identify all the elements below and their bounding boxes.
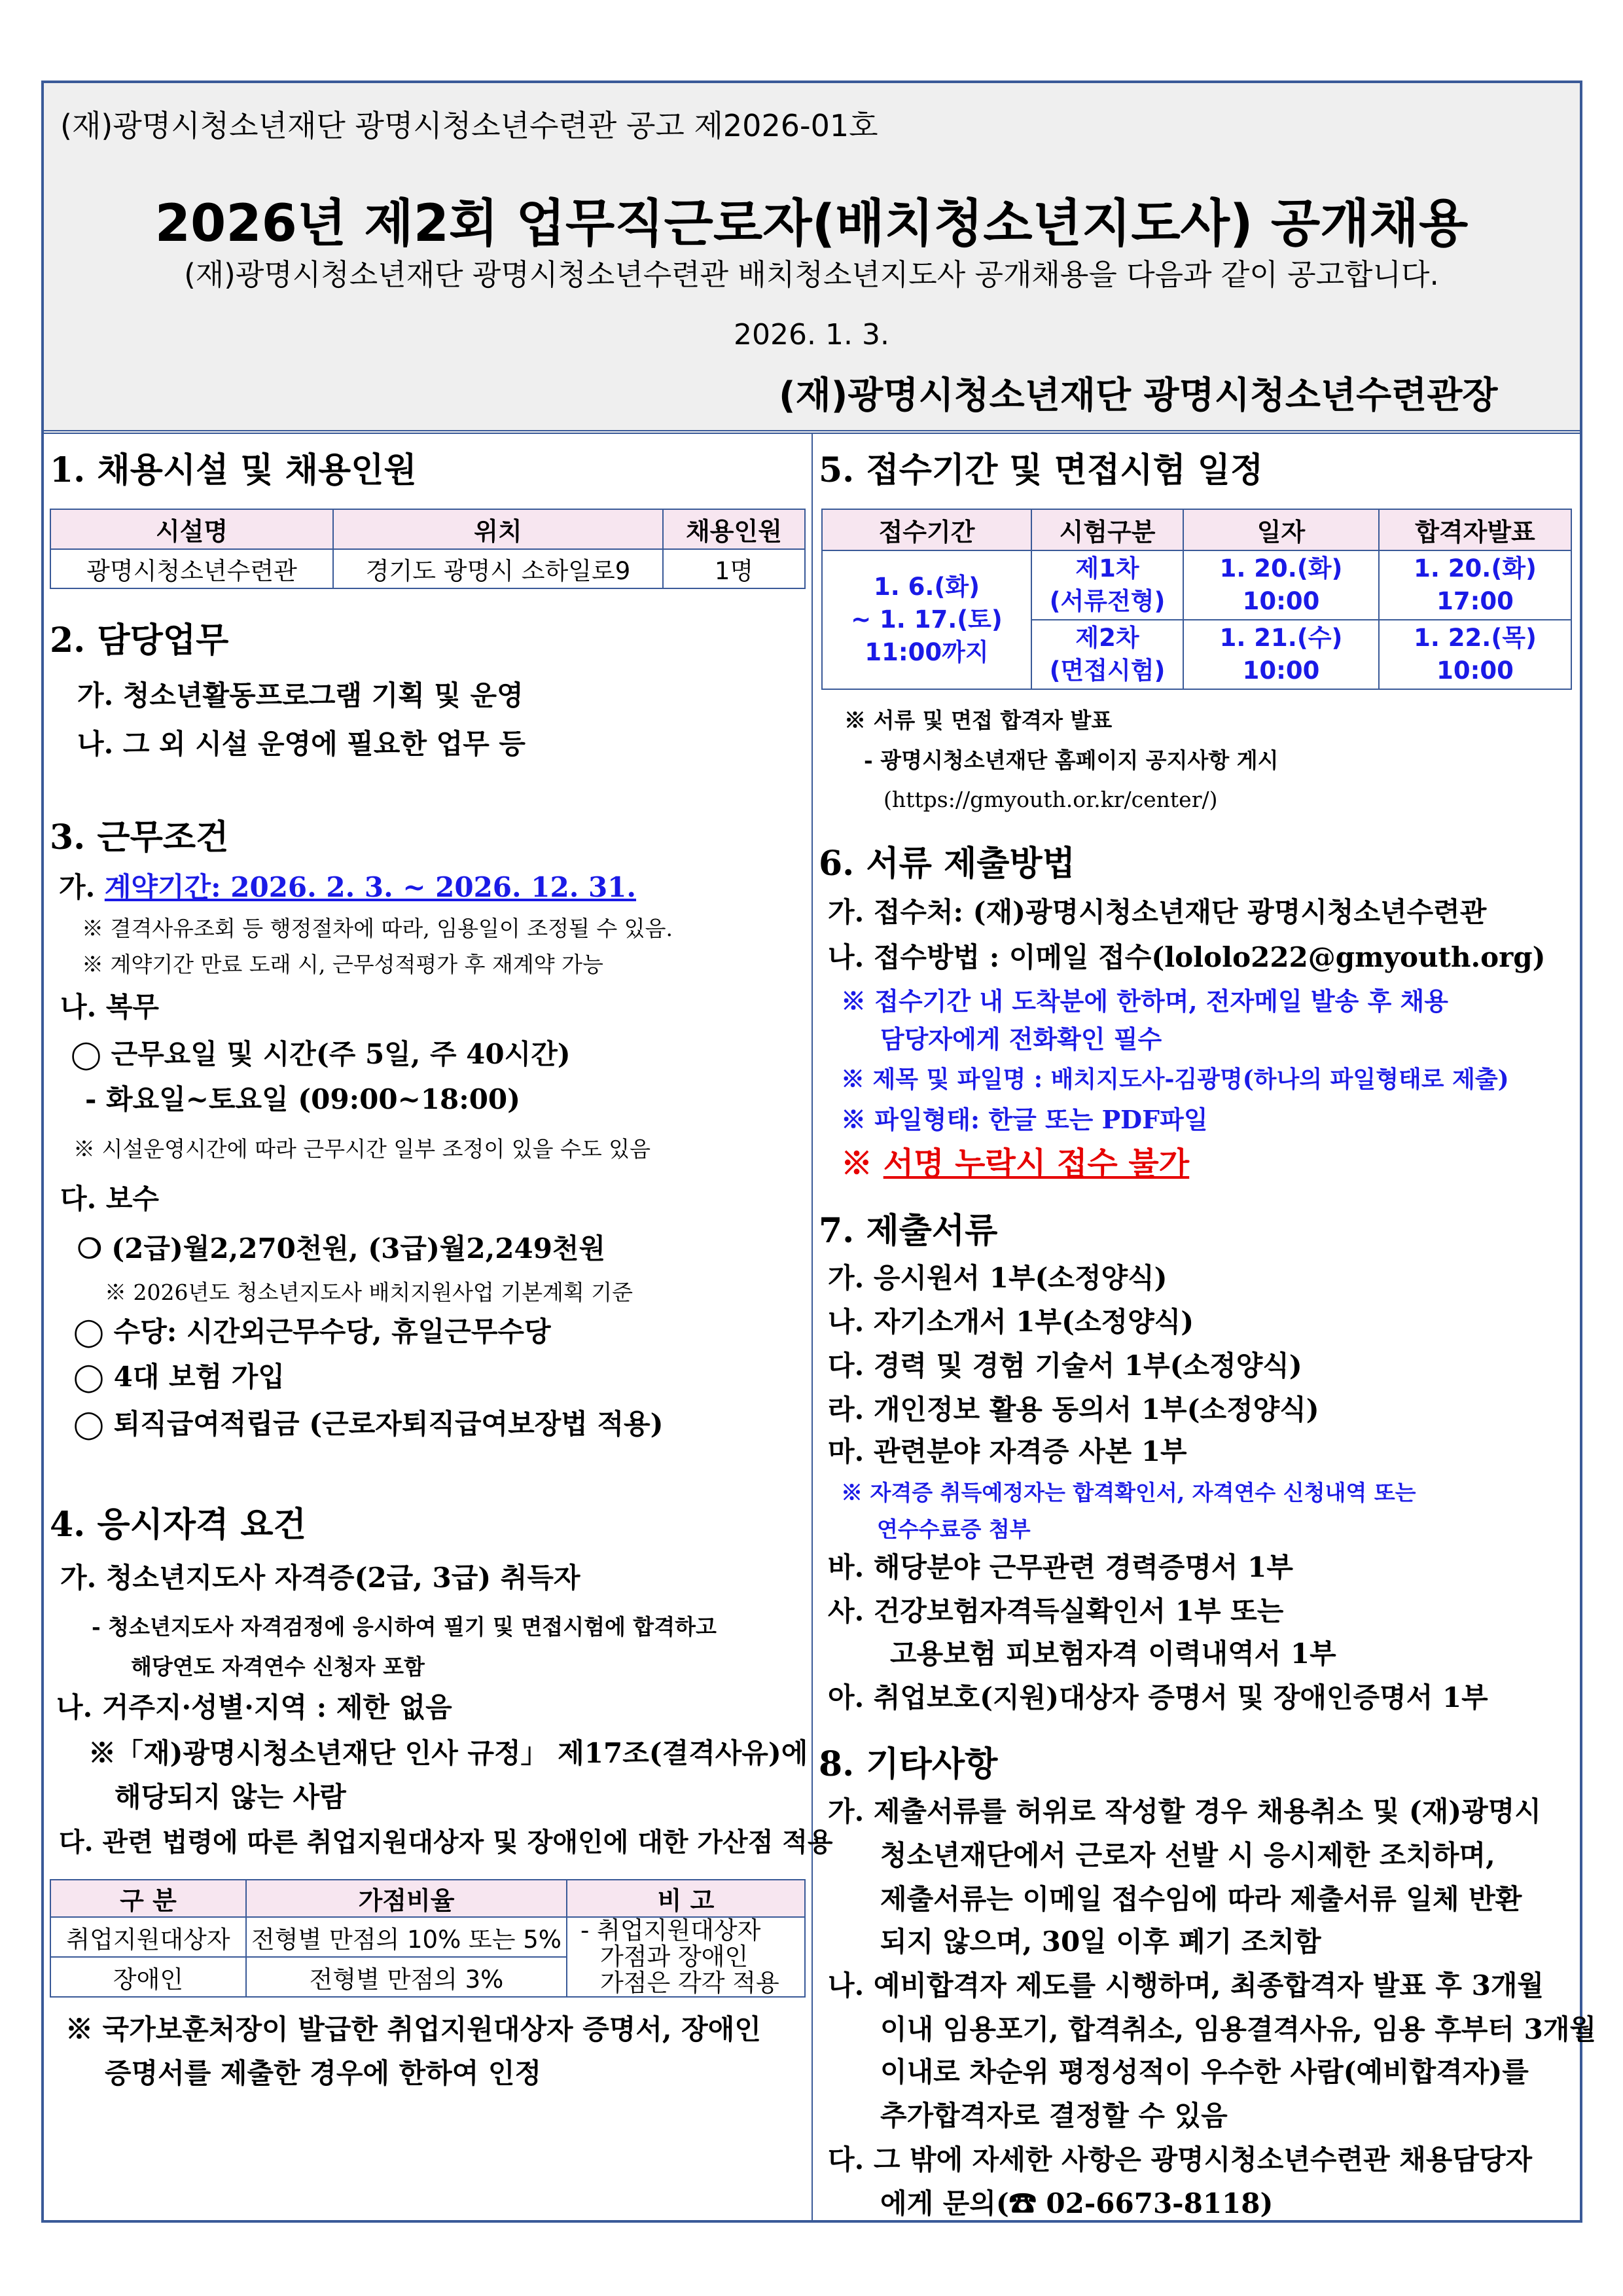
cell-result — [1379, 620, 1571, 689]
exam-type: (면접시험) — [1049, 656, 1166, 685]
section-7-title: 7. 제출서류 — [819, 1211, 998, 1251]
signature-warning: 서명 누락시 접수 불가 — [883, 1145, 1190, 1182]
document-item: 라. 개인정보 활용 동의서 1부(소정양식) — [828, 1393, 1319, 1426]
date: 1. 20.(화) — [1219, 554, 1343, 583]
period-line: 11:00까지 — [865, 638, 989, 666]
th-date: 일자 — [1183, 509, 1379, 550]
section-4-title: 4. 응시자격 요건 — [50, 1505, 306, 1545]
cell-result — [1379, 550, 1571, 620]
contract-period: 계약기간: 2026. 2. 3. ~ 2026. 12. 31. — [104, 871, 637, 903]
remark-line: 가점은 각각 적용 — [600, 1969, 779, 1997]
misc-line: 다. 그 밖에 자세한 사항은 광명시청소년수련관 채용담당자 — [828, 2144, 1533, 2176]
work-days: ◯ 근무요일 및 시간(주 5일, 주 40시간) — [71, 1038, 571, 1070]
allowance: ◯ 수당: 시간외근무수당, 휴일근무수당 — [73, 1316, 551, 1348]
misc-line: 추가합격자로 결정할 수 있음 — [880, 2100, 1228, 2132]
cell-exam-type — [1031, 620, 1183, 689]
note: ※ 접수기간 내 도착분에 한하며, 전자메일 발송 후 채용 — [841, 986, 1448, 1016]
section-1-title: 1. 채용시설 및 채용인원 — [50, 450, 417, 490]
th-remark: 비 고 — [567, 1880, 805, 1917]
subtitle: (재)광명시청소년재단 광명시청소년수련관 배치청소년지도사 공개채용을 다음과 같이 공고합니다. — [184, 257, 1439, 292]
cell-remark — [567, 1917, 805, 1997]
remark-line: 가점과 장애인 — [600, 1943, 749, 1971]
section-2-title: 2. 담당업무 — [50, 620, 229, 660]
document-item: 가. 응시원서 1부(소정양식) — [828, 1262, 1168, 1294]
document-item: 사. 건강보험자격득실확인서 1부 또는 — [828, 1595, 1284, 1627]
retirement: ◯ 퇴직급여적립금 (근로자퇴직급여보장법 적용) — [73, 1408, 664, 1440]
duty-item: 나. 그 외 시설 운영에 필요한 업무 등 — [77, 728, 526, 760]
notice-number: (재)광명시청소년재단 광명시청소년수련관 공고 제2026-01호 — [60, 108, 878, 143]
exam-type: 제1차 — [1075, 554, 1139, 583]
bonus-points: 다. 관련 법령에 따른 취업지원대상자 및 장애인에 대한 가산점 적용 — [59, 1827, 833, 1857]
date: 1. 21.(수) — [1219, 624, 1343, 652]
residence: 나. 거주지·성별·지역 : 제한 없음 — [56, 1691, 452, 1723]
misc-line: 제출서류는 이메일 접수임에 따라 제출서류 일체 반환 — [880, 1883, 1522, 1915]
cell-category: 장애인 — [50, 1957, 246, 1997]
qualification-detail: 해당연도 자격연수 신청자 포함 — [131, 1654, 425, 1679]
facility-table — [50, 509, 806, 589]
cell-date — [1183, 620, 1379, 689]
misc-line: 나. 예비합격자 제도를 시행하며, 최종합격자 발표 후 3개월 — [828, 1969, 1544, 2001]
note: ※ 시설운영시간에 따라 근무시간 일부 조정이 있을 수도 있음 — [73, 1136, 651, 1162]
subheading: 나. 복무 — [60, 991, 159, 1023]
document-item: 고용보험 피보험자격 이력내역서 1부 — [890, 1638, 1336, 1670]
time: 10:00 — [1436, 656, 1514, 685]
misc-line: 되지 않으며, 30일 이후 폐기 조치함 — [880, 1926, 1321, 1958]
time: 10:00 — [1242, 656, 1320, 685]
section-8-title: 8. 기타사항 — [819, 1744, 998, 1784]
period-line: 1. 6.(화) — [873, 573, 980, 601]
note: ※ 계약기간 만료 도래 시, 근무성적평가 후 재계약 가능 — [82, 952, 603, 977]
time: 10:00 — [1242, 587, 1320, 615]
th-exam-type: 시험구분 — [1031, 509, 1183, 550]
cell-location: 경기도 광명시 소하일로9 — [333, 549, 663, 588]
bonus-table — [50, 1879, 806, 1998]
note-mark: ※ — [841, 1145, 883, 1182]
note: 담당자에게 전화확인 필수 — [880, 1024, 1162, 1054]
section-5-title: 5. 접수기간 및 면접시험 일정 — [819, 450, 1264, 490]
th-facility: 시설명 — [50, 509, 333, 549]
proof-note: 증명서를 제출한 경우에 한하여 인정 — [105, 2057, 542, 2089]
cell-period — [822, 550, 1031, 689]
th-result: 합격자발표 — [1379, 509, 1571, 550]
page-title: 2026년 제2회 업무직근로자(배치청소년지도사) 공개채용 — [154, 194, 1469, 253]
section-3-title: 3. 근무조건 — [50, 817, 229, 857]
reception-method: 나. 접수방법 : 이메일 접수(lololo222@gmyouth.org) — [828, 941, 1546, 973]
cell-headcount: 1명 — [663, 549, 805, 588]
time: 17:00 — [1436, 587, 1514, 615]
section-6-title: 6. 서류 제출방법 — [819, 844, 1075, 884]
note: ※ 결격사유조회 등 행정절차에 따라, 임용일이 조정될 수 있음. — [82, 916, 673, 941]
schedule-table — [821, 509, 1572, 690]
th-period: 접수기간 — [822, 509, 1031, 550]
period-line: ~ 1. 17.(토) — [851, 605, 1003, 634]
qualification-detail: - 청소년지도사 자격검정에 응시하여 필기 및 면접시험에 합격하고 — [92, 1614, 717, 1640]
note: 연수수료증 첨부 — [877, 1516, 1031, 1542]
remark-line: - 취업지원대상자 — [580, 1916, 761, 1945]
document-item: 나. 자기소개서 1부(소정양식) — [828, 1306, 1194, 1338]
issuer: (재)광명시청소년재단 광명시청소년수련관장 — [779, 374, 1498, 417]
contact-phone: 에게 문의(☎ 02-6673-8118) — [880, 2187, 1274, 2219]
misc-line: 가. 제출서류를 허위로 작성할 경우 채용취소 및 (재)광명시 — [828, 1795, 1541, 1827]
exam-type: (서류전형) — [1049, 587, 1166, 615]
document-item: 아. 취업보호(지원)대상자 증명서 및 장애인증명서 1부 — [828, 1681, 1488, 1713]
exam-type: 제2차 — [1075, 624, 1139, 652]
note: ※ 제목 및 파일명 : 배치지도사-김광명(하나의 파일형태로 제출) — [841, 1066, 1509, 1093]
insurance: ◯ 4대 보험 가입 — [73, 1361, 285, 1393]
work-hours: - 화요일~토요일 (09:00~18:00) — [85, 1083, 521, 1115]
regulation-note: ※「재)광명시청소년재단 인사 규정」 제17조(결격사유)에 — [88, 1737, 808, 1769]
misc-line: 이내 임용포기, 합격취소, 임용결격사유, 임용 후부터 3개월 — [880, 2013, 1596, 2045]
regulation-note: 해당되지 않는 사람 — [115, 1781, 346, 1813]
proof-note: ※ 국가보훈처장이 발급한 취업지원대상자 증명서, 장애인 — [65, 2013, 761, 2045]
note: ※ 2026년도 청소년지도사 배치지원사업 기본계획 기준 — [105, 1280, 633, 1305]
cell-facility: 광명시청소년수련관 — [50, 549, 333, 588]
document-item: 마. 관련분야 자격증 사본 1부 — [828, 1435, 1187, 1467]
th-headcount: 채용인원 — [663, 509, 805, 549]
qualification: 가. 청소년지도사 자격증(2급, 3급) 취득자 — [60, 1562, 580, 1594]
misc-line: 청소년재단에서 근로자 선발 시 응시제한 조치하며, — [880, 1839, 1495, 1871]
column-divider — [812, 434, 813, 2220]
cell-ratio: 전형별 만점의 3% — [246, 1957, 567, 1997]
note: ※ 자격증 취득예정자는 합격확인서, 자격연수 신청내역 또는 — [841, 1480, 1416, 1505]
item-prefix: 가. — [59, 871, 105, 903]
duty-item: 가. 청소년활동프로그램 기획 및 운영 — [77, 679, 524, 711]
homepage-link[interactable]: (https://gmyouth.or.kr/center/) — [883, 787, 1218, 812]
note: ※ 서류 및 면접 합격자 발표 — [844, 708, 1113, 733]
subheading: 다. 보수 — [60, 1183, 159, 1215]
notice-date: 2026. 1. 3. — [734, 318, 889, 351]
document-item: 다. 경력 및 경험 기술서 1부(소정양식) — [828, 1350, 1302, 1382]
cell-category: 취업지원대상자 — [50, 1917, 246, 1957]
reception-place: 가. 접수처: (재)광명시청소년재단 광명시청소년수련관 — [828, 896, 1487, 928]
salary: ❍ (2급)월2,270천원, (3급)월2,249천원 — [77, 1232, 606, 1265]
th-location: 위치 — [333, 509, 663, 549]
cell-exam-type — [1031, 550, 1183, 620]
misc-line: 이내로 차순위 평정성적이 우수한 사람(예비합격자)를 — [880, 2056, 1529, 2088]
document-item: 바. 해당분야 근무관련 경력증명서 1부 — [828, 1551, 1293, 1583]
cell-ratio: 전형별 만점의 10% 또는 5% — [246, 1917, 567, 1957]
date: 1. 20.(화) — [1414, 554, 1537, 583]
th-category: 구 분 — [50, 1880, 246, 1917]
date: 1. 22.(목) — [1414, 624, 1537, 652]
cell-date — [1183, 550, 1379, 620]
th-ratio: 가점비율 — [246, 1880, 567, 1917]
note: ※ 파일형태: 한글 또는 PDF파일 — [841, 1105, 1208, 1134]
note: - 광명시청소년재단 홈페이지 공지사항 게시 — [864, 747, 1279, 773]
